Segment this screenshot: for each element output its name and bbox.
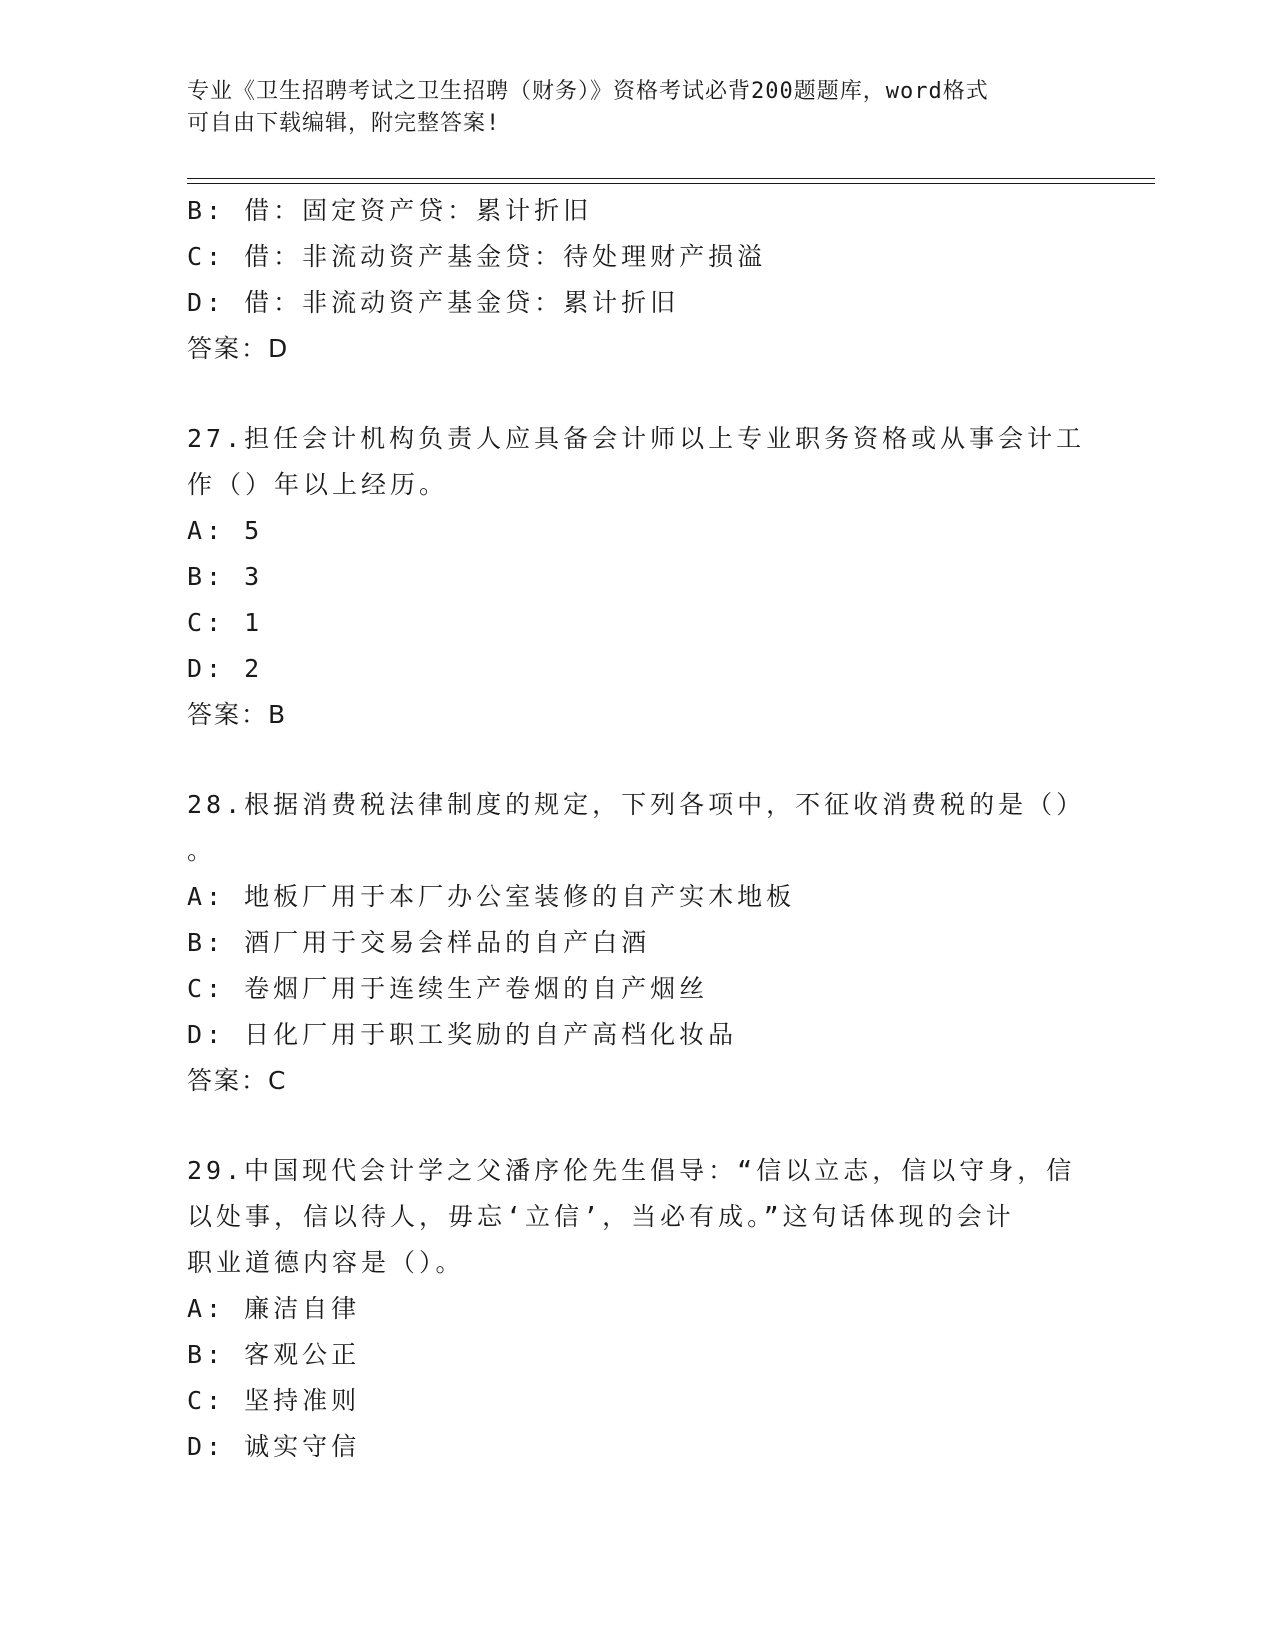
question-27	[187, 416, 1087, 738]
question-stem-line: 28.根据消费税法律制度的规定，下列各项中，不征收消费税的是（）	[187, 790, 1086, 819]
answer: 答案：D	[187, 334, 290, 363]
question-stem-line: 。	[187, 836, 217, 865]
option-b: B: 3	[187, 562, 264, 591]
option-d: D: 2	[187, 654, 264, 683]
option-b: B: 酒厂用于交易会样品的自产白酒	[187, 928, 651, 957]
option-c: C: 卷烟厂用于连续生产卷烟的自产烟丝	[187, 974, 709, 1003]
option-a: A: 地板厂用于本厂办公室装修的自产实木地板	[187, 882, 796, 911]
question-list	[187, 188, 1087, 1470]
question-26-continued	[187, 188, 1087, 372]
option-d: D: 诚实守信	[187, 1432, 361, 1461]
header-title-line-1: 专业《卫生招聘考试之卫生招聘（财务）》资格考试必背200题题库，word格式	[187, 79, 989, 104]
spacer	[187, 738, 1087, 782]
document-header	[187, 76, 1067, 140]
option-d: D: 日化厂用于职工奖励的自产高档化妆品	[187, 1020, 738, 1049]
option-a: A: 5	[187, 516, 264, 545]
question-stem-line: 作（）年以上经历。	[187, 470, 449, 499]
question-stem-line: 职业道德内容是（）。	[187, 1248, 465, 1277]
spacer	[187, 372, 1087, 416]
question-stem-line: 29.中国现代会计学之父潘序伦先生倡导：“信以立志，信以守身，信	[187, 1156, 1076, 1185]
question-29	[187, 1148, 1087, 1470]
question-stem-line: 以处事，信以待人，毋忘‘立信’，当必有成。”这句话体现的会计	[187, 1202, 1015, 1231]
option-c: C: 1	[187, 608, 264, 637]
option-a: A: 廉洁自律	[187, 1294, 361, 1323]
option-d: D: 借：非流动资产基金贷：累计折旧	[187, 288, 680, 317]
option-c: C: 借：非流动资产基金贷：待处理财产损溢	[187, 242, 767, 271]
option-c: C: 坚持准则	[187, 1386, 361, 1415]
answer: 答案：B	[187, 700, 288, 729]
header-divider-top	[187, 178, 1155, 179]
question-stem-line: 27.担任会计机构负责人应具备会计师以上专业职务资格或从事会计工	[187, 424, 1086, 453]
answer: 答案：C	[187, 1066, 288, 1095]
header-divider-bottom	[187, 183, 1155, 184]
spacer	[187, 1104, 1087, 1148]
question-28	[187, 782, 1087, 1104]
header-title-line-2: 可自由下载编辑，附完整答案!	[187, 111, 501, 136]
option-b: B: 客观公正	[187, 1340, 361, 1369]
option-b: B: 借：固定资产贷：累计折旧	[187, 196, 593, 225]
